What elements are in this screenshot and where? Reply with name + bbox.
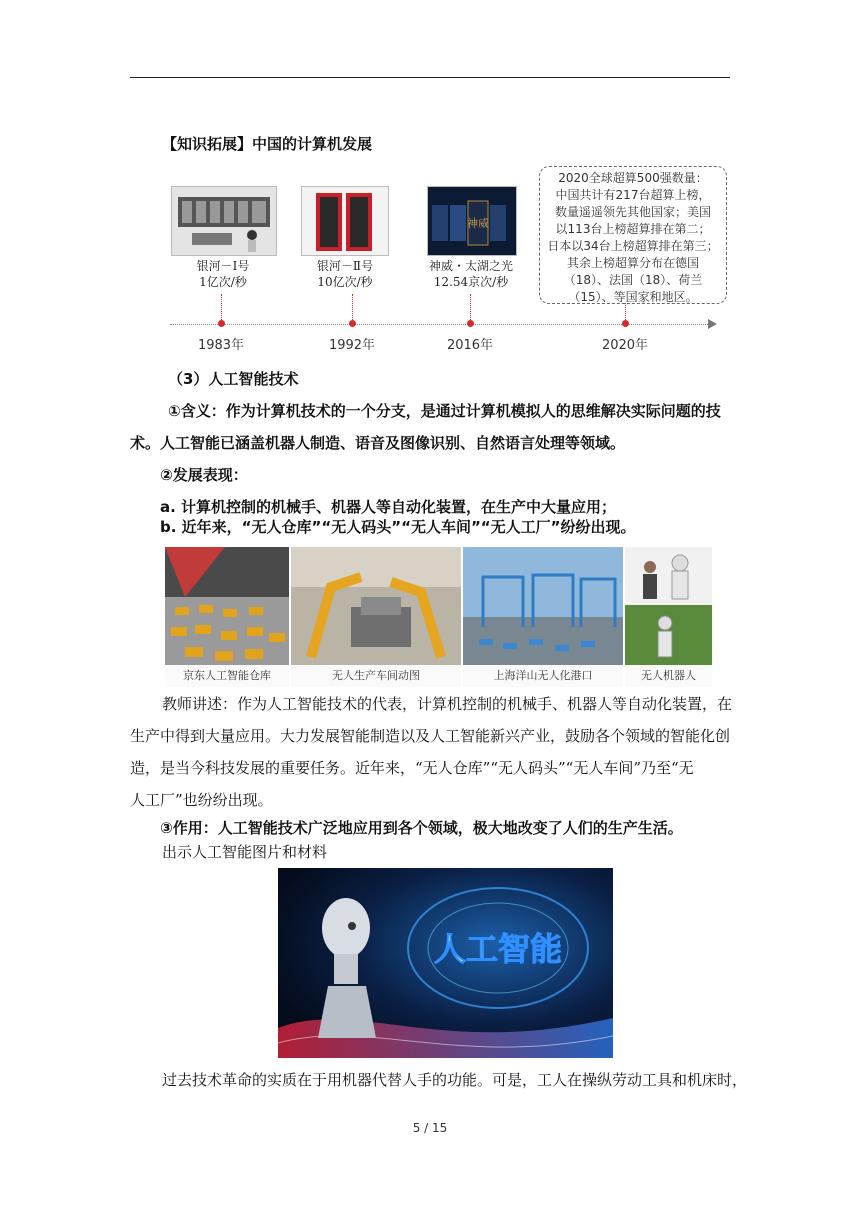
timeline-axis bbox=[170, 324, 710, 325]
development-heading: ②发展表现： bbox=[160, 466, 248, 484]
note-line: 2020全球超算500强数量： bbox=[558, 171, 708, 185]
card-1-speed: 1亿次/秒 bbox=[199, 275, 247, 289]
note-line: 日本以34台上榜超算排在第三； bbox=[547, 239, 719, 253]
header-rule bbox=[130, 77, 730, 78]
ai-banner-title: 人工智能 bbox=[433, 930, 563, 968]
robot-photo bbox=[625, 547, 712, 665]
computer-timeline-figure bbox=[165, 160, 725, 360]
yinhe-1-photo bbox=[171, 186, 277, 256]
supercomputer-2020-note bbox=[539, 166, 727, 304]
ai-heading: （3）人工智能技术 bbox=[168, 370, 299, 388]
teacher-line-2: 生产中得到大量应用。大力发展智能制造以及人工智能新兴产业，鼓励各个领域的智能化创 bbox=[130, 727, 731, 745]
note-line: 数量遥遥领先其他国家；美国 bbox=[554, 205, 711, 219]
year-label: 2016年 bbox=[446, 338, 494, 353]
timeline-dot bbox=[349, 320, 356, 327]
card-1-text bbox=[169, 258, 277, 290]
shenwei-mark: 神威 bbox=[467, 217, 489, 230]
card-3-text bbox=[415, 258, 527, 290]
robot-caption: 无人机器人 bbox=[625, 665, 712, 687]
effect-line: ③作用：人工智能技术广泛地应用到各个领域，极大地改变了人们的生产生活。 bbox=[160, 819, 683, 837]
note-line: 其余上榜超算分布在德国 bbox=[566, 256, 699, 270]
timeline-dot bbox=[467, 320, 474, 327]
teacher-line-1: 教师讲述：作为人工智能技术的代表，计算机控制的机械手、机器人等自动化装置，在 bbox=[162, 695, 733, 713]
teacher-line-4: 人工厂”也纷纷出现。 bbox=[130, 791, 273, 809]
stem bbox=[221, 294, 222, 320]
card-3-name: 神威・太湖之光 bbox=[428, 259, 513, 273]
workshop-photo bbox=[291, 547, 461, 665]
closing-line: 过去技术革命的实质在于用机器代替人手的功能。可是，工人在操纵劳动工具和机床时， bbox=[162, 1071, 748, 1089]
stem bbox=[352, 294, 353, 320]
port-photo bbox=[463, 547, 623, 665]
note-line: （15）、等国家和地区。 bbox=[568, 290, 698, 304]
unmanned-photos bbox=[165, 547, 712, 687]
yinhe-2-photo bbox=[301, 186, 389, 256]
development-a: a. 计算机控制的机械手、机器人等自动化装置，在生产中大量应用； bbox=[160, 498, 617, 516]
timeline-dot bbox=[622, 320, 629, 327]
year-label: 2020年 bbox=[601, 338, 649, 353]
meaning-line-1: ①含义：作为计算机技术的一个分支，是通过计算机模拟人的思维解决实际问题的技 bbox=[168, 402, 721, 420]
teacher-line-3: 造，是当今科技发展的重要任务。近年来，“无人仓库”“无人码头”“无人车间”乃至“无 bbox=[130, 759, 694, 777]
note-line: 以113台上榜超算排在第二； bbox=[555, 222, 711, 236]
card-1-name: 银河－Ⅰ号 bbox=[196, 259, 250, 273]
warehouse-caption: 京东人工智能仓库 bbox=[165, 665, 289, 687]
card-3-speed: 12.54京次/秒 bbox=[433, 275, 509, 289]
meaning-line-2: 术。人工智能已涵盖机器人制造、语音及图像识别、自然语言处理等领域。 bbox=[130, 434, 626, 452]
year-label: 1992年 bbox=[328, 338, 376, 353]
stem bbox=[470, 294, 471, 320]
card-2-name: 银河－Ⅱ号 bbox=[316, 259, 374, 273]
note-line: 中国共计有217台超算上榜， bbox=[555, 188, 711, 202]
year-label: 1983年 bbox=[197, 338, 245, 353]
development-b: b. 近年来，“无人仓库”“无人码头”“无人车间”“无人工厂”纷纷出现。 bbox=[160, 518, 636, 536]
ai-banner-image bbox=[278, 868, 613, 1058]
page-number: 5 / 15 bbox=[412, 1121, 448, 1135]
timeline-arrow bbox=[708, 319, 717, 329]
timeline-dot bbox=[218, 320, 225, 327]
card-2-text bbox=[295, 258, 395, 290]
section-title: 【知识拓展】中国的计算机发展 bbox=[162, 135, 373, 153]
show-material-line: 出示人工智能图片和材料 bbox=[162, 843, 328, 861]
workshop-caption: 无人生产车间动图 bbox=[291, 665, 461, 687]
card-2-speed: 10亿次/秒 bbox=[317, 275, 373, 289]
warehouse-photo bbox=[165, 547, 289, 665]
port-caption: 上海洋山无人化港口 bbox=[463, 665, 623, 687]
stem bbox=[625, 303, 626, 320]
shenwei-photo bbox=[427, 186, 517, 256]
note-line: （18）、法国（18）、荷兰 bbox=[563, 273, 703, 287]
